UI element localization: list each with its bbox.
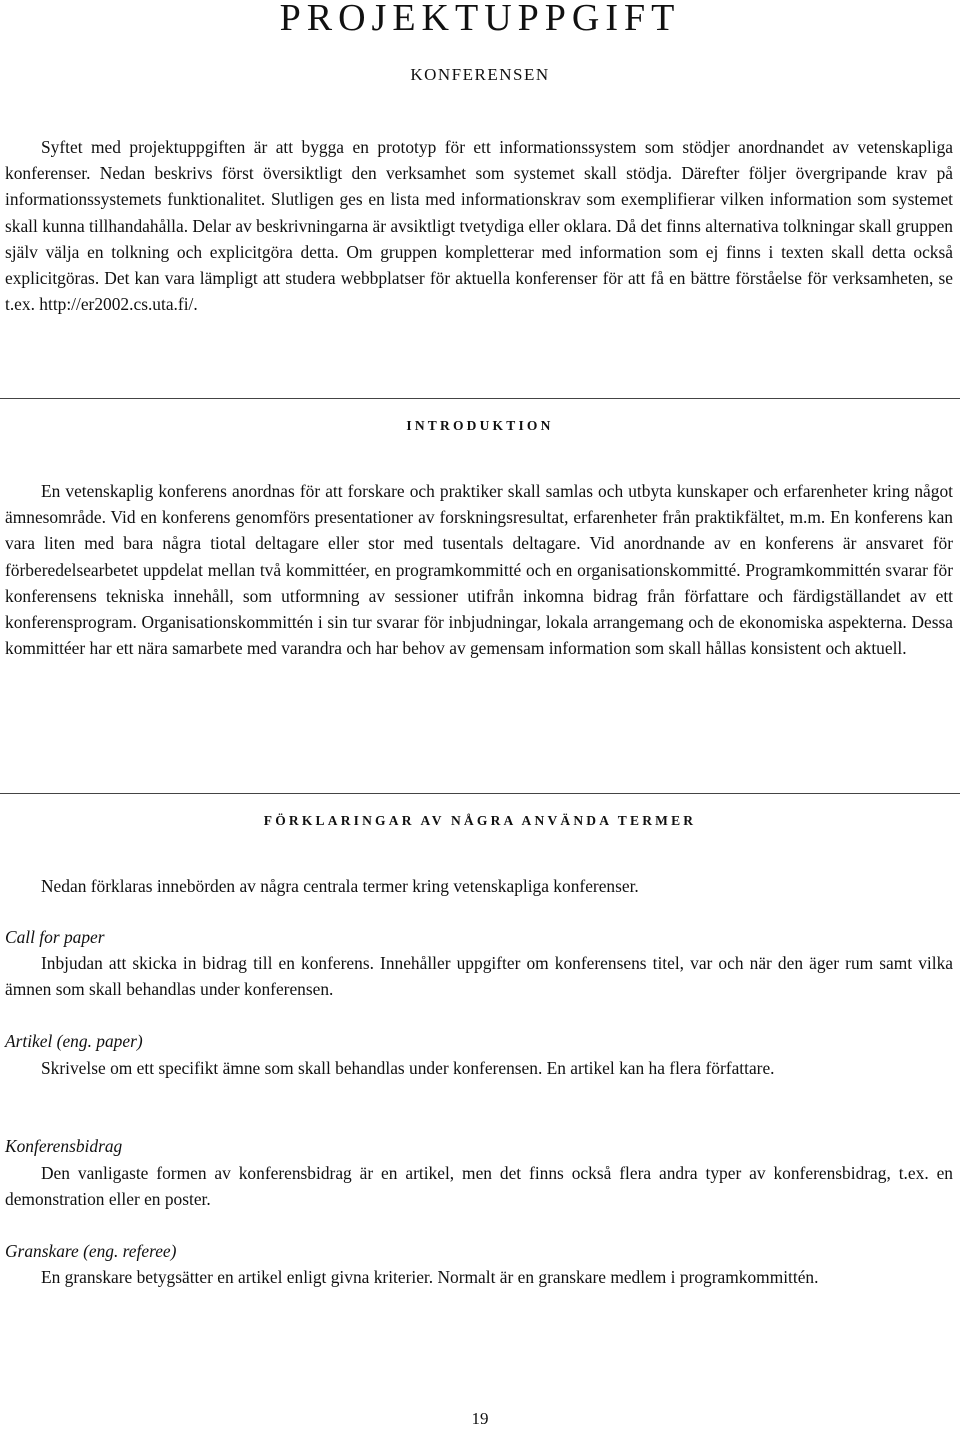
terms-lead: Nedan förklaras innebörden av några centrala termer kring vetenskapliga konferenser. xyxy=(41,876,639,896)
term-title: Granskare (eng. referee) xyxy=(5,1241,177,1261)
term-definition: Inbjudan att skicka in bidrag till en konferens. Innehåller uppgifter om konferensens titel, var och när den äger rum samt vilka ämnen som skall behandlas under konferensen. xyxy=(5,953,953,1000)
intro-paragraph: Syftet med projektuppgiften är att bygga en prototyp för ett informationssystem som stödjer anordnandet av vetenskapliga konferenser. Nedan beskrivs först översiktligt den verksamhet som systemet skall stödja. Därefter följer övergripande krav på informationssystemets funktionalitet. Slutligen ges en lista med informationskrav som exemplifierar vilken information som systemet skall kunna tillhandahålla. Delar av beskrivningarna är avsiktligt tvetydiga eller oklara. Då det finns alternativa tolkningar skall gruppen själv välja en tolkning och explicitgöra detta. Om gruppen kompletterar med information som ej finns i texten skall detta också explicitgöras. Det kan vara lämpligt att studera webbplatser för aktuella konferenser för att få en bättre förståelse för verksamheten, se t.ex. http://er2002.cs.uta.fi/. xyxy=(5,137,953,315)
section-divider xyxy=(0,793,960,794)
term-definition: Skrivelse om ett specifikt ämne som skall behandlas under konferensen. En artikel kan ha flera författare. xyxy=(41,1058,775,1078)
introduction-paragraph: En vetenskaplig konferens anordnas för att forskare och praktiker skall samlas och utbyta kunskaper och erfarenheter kring något ämnesområde. Vid en konferens genomförs presentationer av forskningsresultat, erfarenheter från praktikfältet, m.m. En konferens kan vara liten med bara några tiotal deltagare eller stor med tusentals deltagare. Vid anordnande av en konferens är ansvaret för förberedelsearbetet uppdelat mellan två kommittéer, en programkommitté och en organisationskommitté. Programkommittén svarar för konferensens tekniska innehåll, som utformning av sessioner utifrån inkomna bidrag från författare och färdigställandet av ett konferensprogram. Organisationskommittén i sin tur svarar för inbjudningar, lokala arrangemang och de ekonomiska aspekterna. Dessa kommittéer har ett nära samarbete med varandra och har behov av gemensam information som skall hållas konsistent och aktuell. xyxy=(5,481,953,659)
term-definition: Den vanligaste formen av konferensbidrag är en artikel, men det finns också flera andra typer av konferensbidrag, t.ex. en demonstration eller en poster. xyxy=(5,1163,953,1210)
document-subtitle: KONFERENSEN xyxy=(410,65,550,84)
term-title: Artikel (eng. paper) xyxy=(5,1031,143,1051)
introduction-heading: INTRODUKTION xyxy=(406,418,554,433)
terms-heading: FÖRKLARINGAR AV NÅGRA ANVÄNDA TERMER xyxy=(263,813,697,828)
page-number: 19 xyxy=(471,1409,489,1428)
section-divider xyxy=(0,398,960,399)
term-definition: En granskare betygsätter en artikel enligt givna kriterier. Normalt är en granskare medlem i programkommittén. xyxy=(41,1267,819,1287)
term-title: Call for paper xyxy=(5,927,105,947)
document-title: PROJEKTUPPGIFT xyxy=(279,0,681,39)
term-title: Konferensbidrag xyxy=(5,1136,123,1156)
